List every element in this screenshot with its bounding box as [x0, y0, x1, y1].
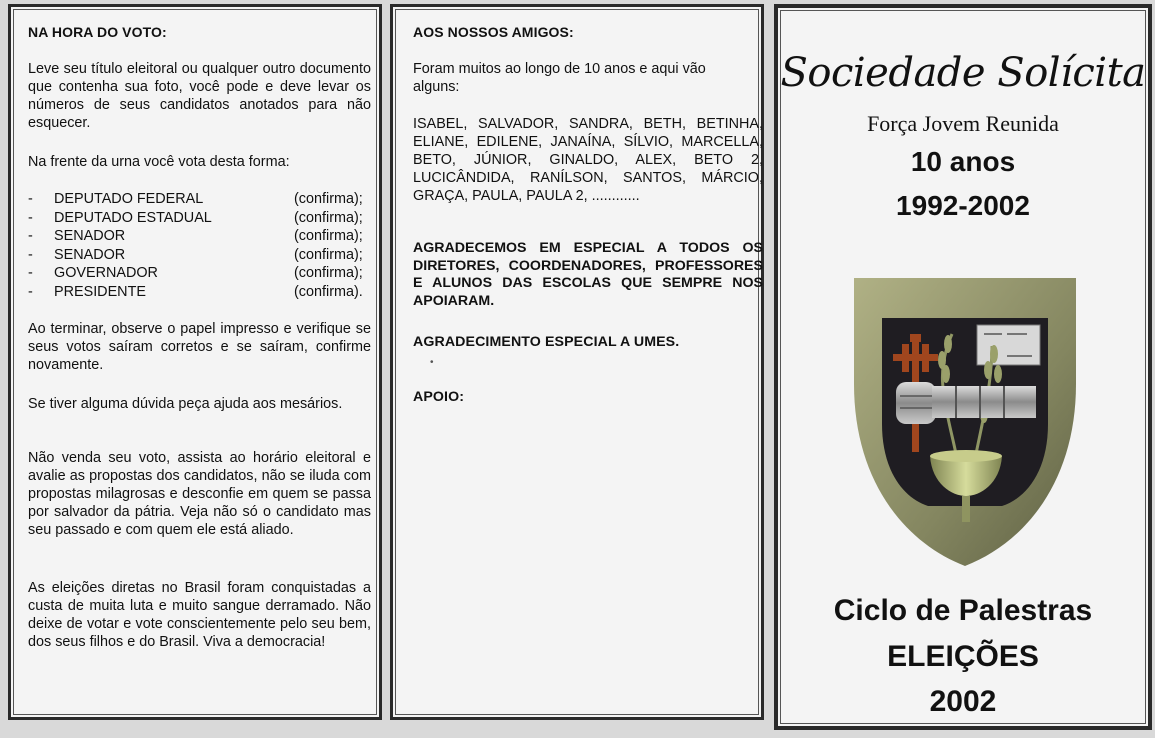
ballot-item — [28, 283, 374, 302]
org-title: Sociedade Solícita — [780, 50, 1146, 96]
ballot-item-name: GOVERNADOR — [54, 265, 158, 281]
ballot-item — [28, 246, 374, 265]
ballot-item-confirm: (confirma); — [294, 191, 363, 207]
event-year: 2002 — [929, 685, 997, 718]
crest-emblem — [852, 274, 1078, 568]
ballot-item-dash: - — [28, 246, 33, 263]
banner-shape — [977, 325, 1040, 365]
panel-cover — [774, 4, 1152, 730]
ballot-item — [28, 227, 374, 246]
ballot-item — [28, 190, 374, 209]
ballot-item-dash: - — [28, 191, 33, 207]
para-doubt: Se tiver alguma dúvida peça ajuda aos mesários. — [28, 396, 343, 412]
ballot-item-name: PRESIDENTE — [54, 283, 146, 300]
ballot-item-confirm: (confirma); — [294, 246, 363, 263]
stray-dot: • — [430, 357, 434, 368]
ballot-item-dash: - — [28, 265, 33, 281]
ballot-intro: Na frente da urna você vota desta forma: — [28, 154, 290, 170]
ballot-item-confirm: (confirma); — [294, 209, 363, 226]
ballot-list — [28, 190, 374, 301]
para-end: Ao terminar, observe o papel impresso e verifique se seus votos saíram corretos e se saíram, confirme novamente. — [28, 321, 371, 373]
para-direct: As eleições diretas no Brasil foram conquistadas a custa de muita luta e muito sangue derramado. Não deixe de votar e vote conscientemente pelo seu bem, dos seus filhos e do Brasil. Viva a democracia! — [28, 580, 371, 650]
years-range: 1992-2002 — [896, 190, 1030, 221]
ballot-item-name: SENADOR — [54, 228, 126, 244]
ballot-item — [28, 209, 374, 228]
ballot-item-confirm: (confirma); — [294, 265, 363, 281]
ballot-item-name: DEPUTADO FEDERAL — [54, 191, 204, 207]
ballot-item-name: DEPUTADO ESTADUAL — [54, 209, 212, 226]
voting-heading: NA HORA DO VOTO: — [28, 24, 167, 40]
event-topic: ELEIÇÕES — [887, 640, 1039, 673]
gauntlet-shape — [896, 382, 1036, 424]
thanks-text: AGRADECEMOS EM ESPECIAL A TODOS OS DIRETORES, COORDENADORES, PROFESSORES E ALUNOS DAS ESCOLAS QUE SEMPRE NOS APOIARAM. — [413, 240, 763, 309]
ballot-item-confirm: (confirma); — [294, 228, 363, 244]
ballot-item-dash: - — [28, 283, 33, 300]
friends-names: ISABEL, SALVADOR, SANDRA, BETH, BETINHA, ELIANE, EDILENE, JANAÍNA, SÍLVIO, MARCELLA, BETO, JÚNIOR, GINALDO, ALEX, BETO 2, LUCICÂNDIDA, RANÍLSON, SANTOS, MÁRCIO, GRAÇA, PAULA, PAULA 2, ............ — [413, 116, 763, 204]
friends-intro: Foram muitos ao longo de 10 anos e aqui vão alguns: — [413, 61, 706, 95]
panel-friends — [390, 4, 764, 720]
para-sell: Não venda seu voto, assista ao horário eleitoral e avalie as propostas dos candidatos, não se iluda com propostas milagrosas e desconfie em quem se passa por salvador da pátria. Veja não só o candidato mas seu passado e com quem ele está aliado. — [28, 450, 371, 538]
ballot-item-dash: - — [28, 209, 33, 226]
ballot-item-name: SENADOR — [54, 246, 126, 263]
panel-voting-instructions — [8, 4, 382, 720]
ballot-item-dash: - — [28, 228, 33, 244]
ballot-item-confirm: (confirma). — [294, 283, 363, 300]
support-label: APOIO: — [413, 389, 465, 405]
friends-heading: AOS NOSSOS AMIGOS: — [413, 24, 574, 40]
special-thanks: AGRADECIMENTO ESPECIAL A UMES. — [413, 334, 680, 350]
years-label: 10 anos — [910, 146, 1016, 177]
ballot-item — [28, 264, 374, 283]
voting-intro: Leve seu título eleitoral ou qualquer outro documento que contenha sua foto, você pode e deve levar os números de seus candidatos anotados para não esquecer. — [28, 61, 371, 131]
event-title: Ciclo de Palestras — [833, 594, 1093, 627]
org-subtitle: Força Jovem Reunida — [867, 111, 1059, 136]
